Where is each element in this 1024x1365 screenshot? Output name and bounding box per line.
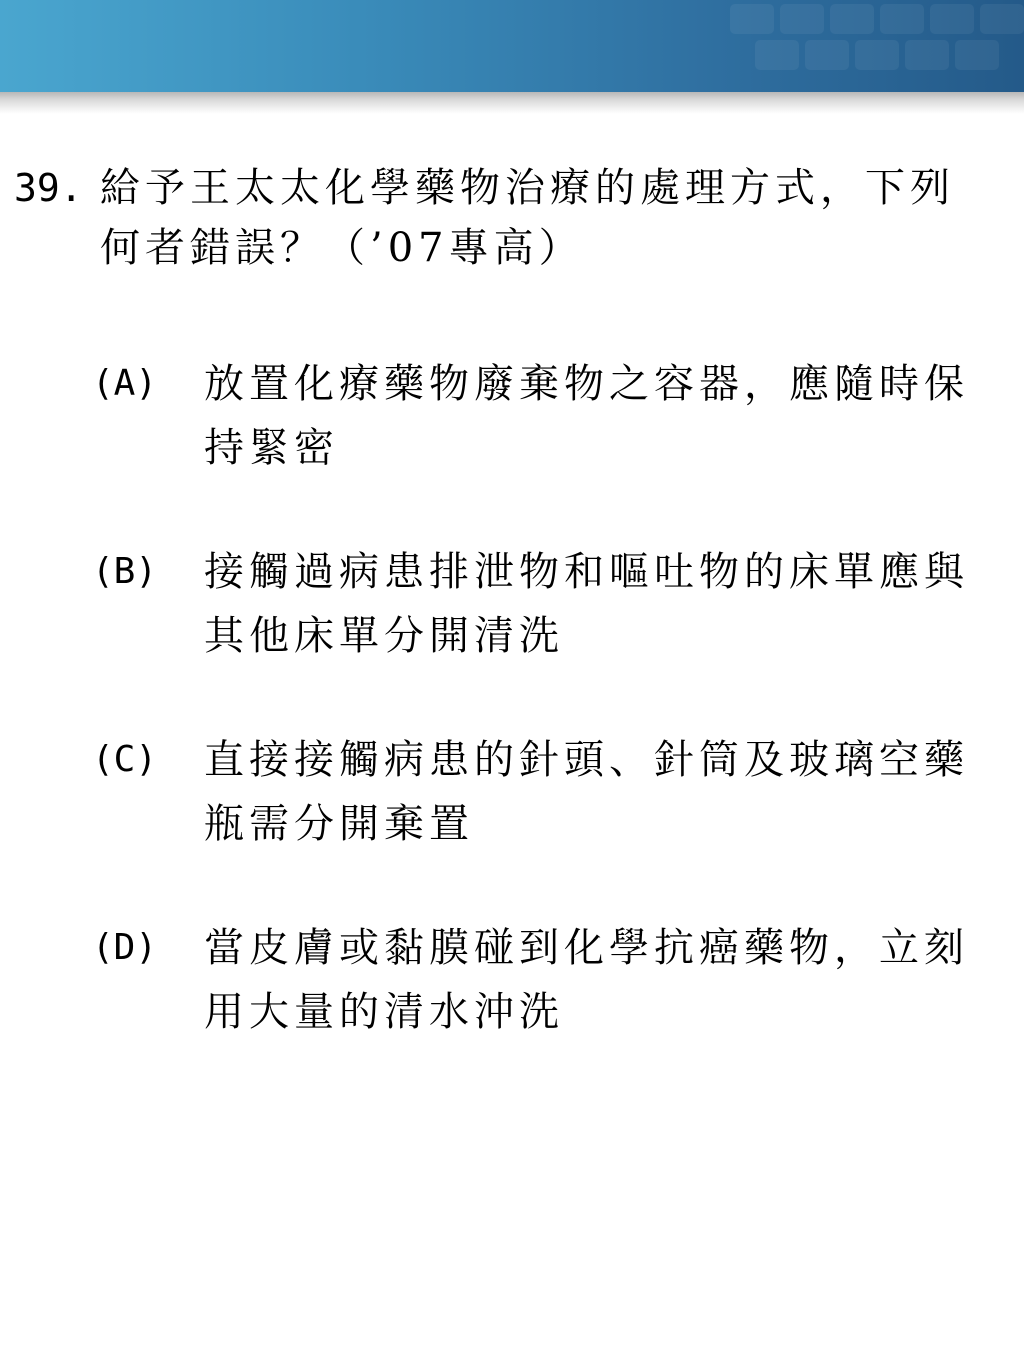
header-shadow — [0, 92, 1024, 114]
option-d — [92, 916, 1012, 1044]
question — [14, 158, 1004, 278]
options-list — [92, 352, 1012, 1104]
option-a — [92, 352, 1012, 480]
option-c-label: (C) — [92, 739, 158, 780]
question-text: 給予王太太化學藥物治療的處理方式，下列何者錯誤？（’07專高） — [100, 165, 955, 271]
option-c-text: 直接接觸病患的針頭、針筒及玻璃空藥瓶需分開棄置 — [204, 737, 969, 847]
option-b-label: (B) — [92, 551, 158, 592]
option-b — [92, 540, 1012, 668]
option-b-text: 接觸過病患排泄物和嘔吐物的床單應與其他床單分開清洗 — [204, 549, 969, 659]
option-c — [92, 728, 1012, 856]
option-d-label: (D) — [92, 927, 158, 968]
option-a-label: (A) — [92, 363, 158, 404]
header-banner — [0, 0, 1024, 92]
option-d-text: 當皮膚或黏膜碰到化學抗癌藥物，立刻用大量的清水沖洗 — [204, 925, 969, 1035]
question-row — [14, 158, 1004, 278]
option-a-text: 放置化療藥物廢棄物之容器，應隨時保持緊密 — [204, 361, 969, 471]
header-decoration — [724, 0, 1024, 92]
question-number: 39. — [14, 166, 83, 210]
